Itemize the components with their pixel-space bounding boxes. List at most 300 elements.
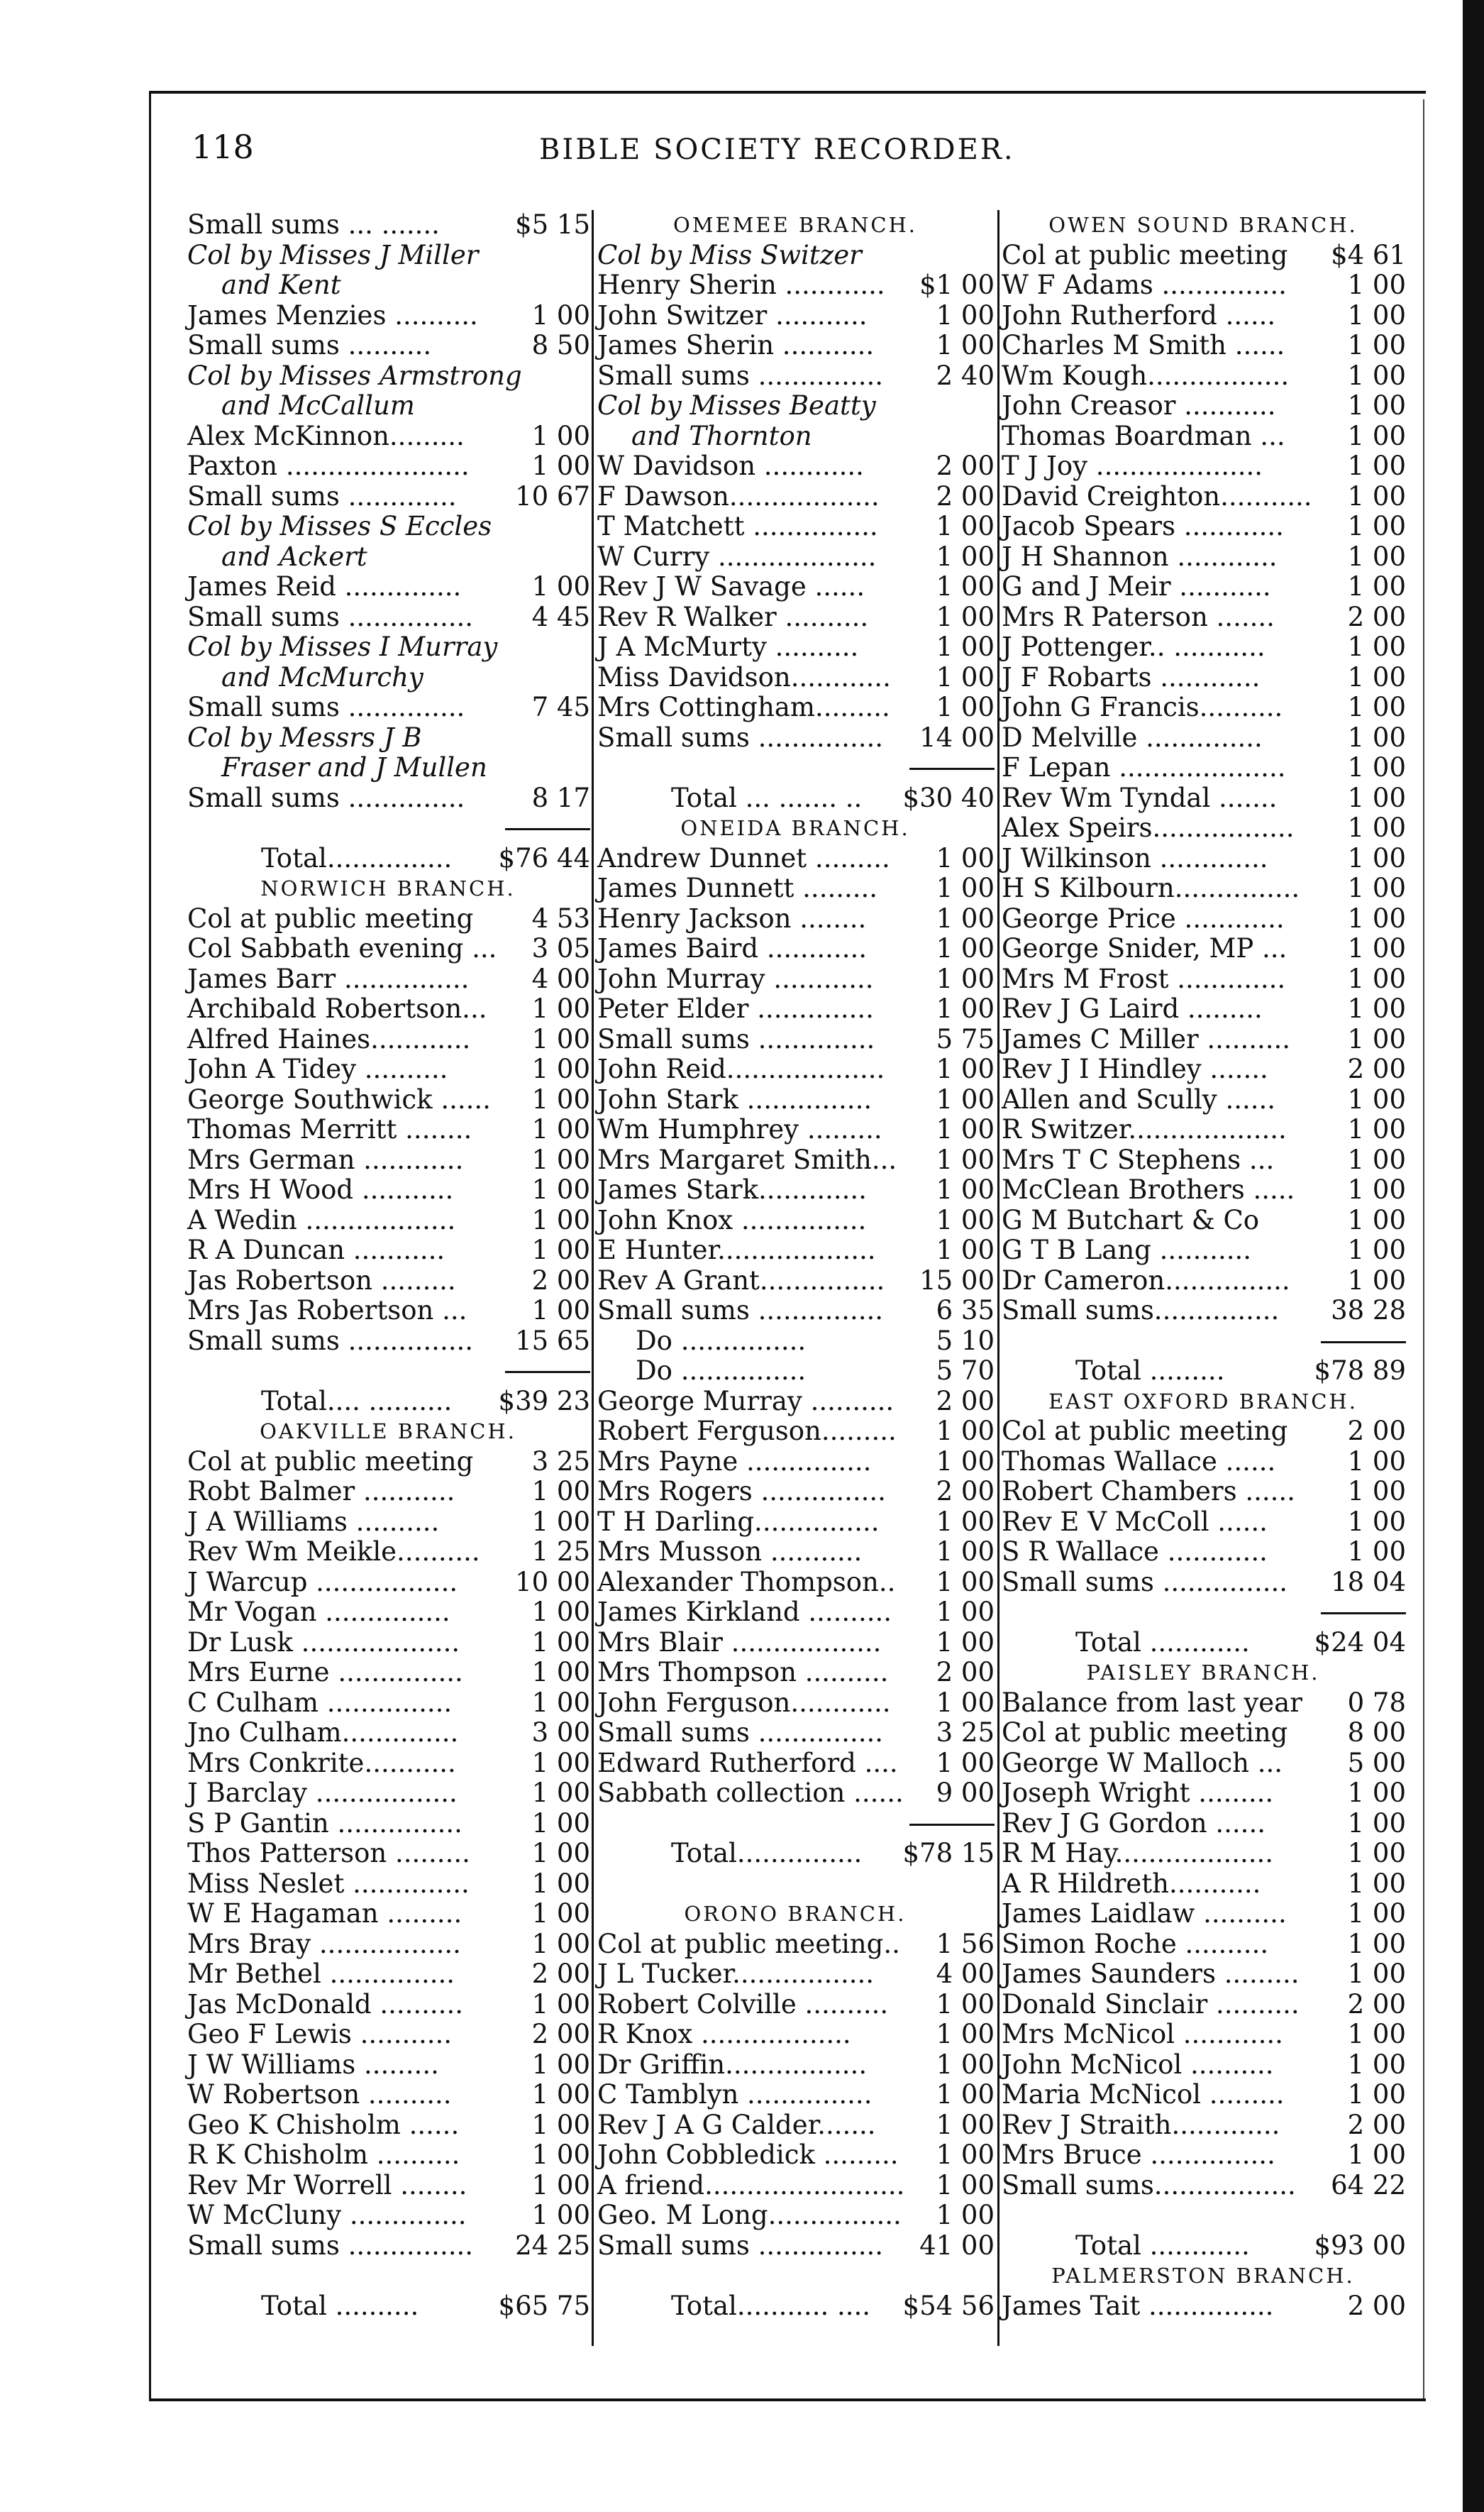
contribution-row: [593, 964, 997, 995]
contribution-row: [183, 1658, 593, 1688]
contribution-amount: 1 00: [1347, 1084, 1406, 1115]
contribution-amount: 2 00: [1347, 1416, 1406, 1446]
contribution-amount: 1 00: [936, 934, 995, 964]
contribution-row: [997, 1235, 1409, 1266]
contribution-row: [593, 1416, 997, 1447]
contribution-amount: 1 00: [936, 1627, 995, 1658]
contribution-amount: 1 00: [1347, 1868, 1406, 1899]
contribution-row: [183, 1718, 593, 1748]
contribution-amount: $5 15: [515, 210, 590, 240]
contribution-amount: 1 00: [531, 1115, 590, 1145]
contribution-row: [593, 482, 997, 512]
contributor-name: Rev J Straith.............: [1002, 2110, 1280, 2140]
contribution-amount: 1 00: [1347, 1205, 1406, 1235]
contribution-row: [183, 1266, 593, 1296]
contributor-name: James Laidlaw ..........: [1002, 1899, 1287, 1929]
contributor-name: W McCluny ..............: [187, 2200, 467, 2230]
running-title: BIBLE SOCIETY RECORDER.: [539, 133, 1015, 166]
contributor-name: Wm Humphrey .........: [597, 1115, 882, 1145]
contribution-row: [997, 1959, 1409, 1990]
contribution-amount: 2 00: [1347, 2110, 1406, 2140]
contributor-name: John Murray ............: [597, 964, 874, 994]
contributor-name: Small sums.................: [1002, 2170, 1296, 2200]
branch-heading: OAKVILLE BRANCH.: [260, 1419, 516, 1443]
contribution-row: [997, 572, 1409, 602]
contributor-name: Geo. M Long................: [597, 2200, 902, 2230]
contribution-amount: 1 25: [531, 1537, 590, 1567]
contribution-row: [183, 1778, 593, 1809]
contribution-row: [183, 1115, 593, 1145]
collector-text: Col by Misses Beatty: [597, 391, 876, 421]
contribution-amount: 1 00: [936, 1446, 995, 1477]
sum-rule-line: [1321, 1612, 1406, 1614]
contribution-amount: 2 00: [936, 1658, 995, 1687]
total-label: Total ... ....... ..: [671, 783, 863, 813]
contributor-name: W Curry ...................: [597, 541, 877, 572]
contribution-row: [183, 602, 593, 633]
contribution-row: [997, 1025, 1409, 1055]
contribution-amount: 15 00: [919, 1265, 995, 1296]
contributor-name: Small sums .............: [187, 481, 457, 512]
contribution-row: [183, 1326, 593, 1357]
total-row: [183, 844, 593, 874]
contribution-amount: 1 00: [936, 331, 995, 360]
contribution-amount: 2 00: [1347, 1054, 1406, 1084]
collector-note: [183, 391, 593, 422]
contributor-name: Andrew Dunnet .........: [597, 843, 890, 874]
contribution-row: [183, 1085, 593, 1115]
contribution-row: [183, 1025, 593, 1055]
column-1: [183, 210, 593, 2321]
contribution-amount: 1 00: [1347, 1808, 1406, 1839]
contributor-name: Small sums...............: [1002, 1296, 1280, 1326]
contribution-amount: 1 00: [1347, 964, 1406, 994]
bottom-rule: [149, 2398, 1426, 2401]
collector-note: [183, 241, 593, 271]
contribution-amount: 2 00: [531, 1959, 590, 1989]
contribution-amount: 14 00: [919, 722, 995, 753]
contributor-name: Rev J I Hindley .......: [1002, 1054, 1268, 1084]
contribution-amount: 1 00: [531, 2140, 590, 2170]
contribution-row: [183, 1054, 593, 1085]
contribution-row: [997, 1085, 1409, 1115]
contribution-row: [183, 2080, 593, 2110]
contribution-amount: 1 00: [1347, 270, 1406, 300]
contributor-name: George Price ............: [1002, 903, 1285, 934]
contribution-row: [593, 1929, 997, 1960]
contribution-amount: 1 00: [531, 2110, 590, 2140]
branch-heading: EAST OXFORD BRANCH.: [1048, 1389, 1358, 1414]
contribution-row: [593, 572, 997, 602]
contribution-amount: 1 00: [1347, 662, 1406, 693]
contribution-amount: 3 25: [531, 1446, 590, 1477]
contributor-name: James Tait ...............: [1002, 2291, 1274, 2321]
contribution-row: [183, 1929, 593, 1960]
contribution-amount: 1 00: [1347, 1175, 1406, 1205]
contribution-row: [593, 693, 997, 723]
contributor-name: Simon Roche ..........: [1002, 1929, 1269, 1959]
contributor-name: Wm Kough.................: [1002, 360, 1290, 391]
contribution-amount: 1 00: [1347, 360, 1406, 391]
contribution-row: [593, 2110, 997, 2141]
contributor-name: S P Gantin ...............: [187, 1808, 463, 1839]
contribution-row: [183, 2110, 593, 2141]
total-row: [593, 2291, 997, 2322]
contribution-amount: 1 56: [936, 1929, 995, 1959]
contribution-amount: 1 00: [1347, 934, 1406, 964]
contributor-name: W Robertson ..........: [187, 2080, 452, 2110]
contribution-row: [997, 1477, 1409, 1507]
contribution-row: [593, 1115, 997, 1145]
branch-heading: NORWICH BRANCH.: [260, 876, 516, 900]
contribution-amount: 5 10: [936, 1326, 995, 1356]
branch-heading: ONEIDA BRANCH.: [680, 816, 910, 840]
contributor-name: George Murray ..........: [597, 1386, 895, 1416]
contribution-amount: 1 00: [1347, 693, 1406, 722]
contribution-row: [593, 1145, 997, 1176]
contributor-name: James Saunders .........: [1002, 1959, 1300, 1989]
contributor-name: J F Robarts ............: [1002, 662, 1261, 693]
contribution-row: [183, 1296, 593, 1326]
contribution-row: [183, 2200, 593, 2231]
contributor-name: Rev Mr Worrell ........: [187, 2170, 467, 2200]
contributor-name: E Hunter...................: [597, 1235, 876, 1265]
contributor-name: Small sums ...............: [597, 2230, 883, 2261]
contribution-row: [593, 1356, 997, 1387]
contributor-name: A friend........................: [597, 2170, 905, 2200]
contribution-amount: 1 00: [531, 1989, 590, 2020]
contribution-amount: 1 00: [936, 1054, 995, 1084]
contributor-name: Small sums ..............: [187, 783, 465, 813]
contributor-name: Mrs Bray .................: [187, 1929, 461, 1959]
contributor-name: Rev J A G Calder.......: [597, 2110, 876, 2140]
sum-rule-line: [505, 828, 590, 830]
total-label: Total ............: [1075, 1627, 1250, 1658]
contribution-amount: 1 00: [531, 1477, 590, 1506]
contribution-amount: 10 67: [515, 481, 590, 512]
contributor-name: Mrs Jas Robertson ...: [187, 1296, 467, 1326]
collector-note: [183, 542, 593, 573]
contribution-row: [593, 331, 997, 361]
contribution-row: [183, 1477, 593, 1507]
contribution-amount: 2 00: [936, 1477, 995, 1506]
contribution-amount: 1 00: [936, 1145, 995, 1175]
contributor-name: C Culham ...............: [187, 1687, 453, 1718]
contribution-row: [183, 1959, 593, 1990]
contributor-name: James Barr ...............: [187, 964, 470, 994]
contribution-amount: 1 00: [531, 1868, 590, 1899]
contribution-row: [593, 2171, 997, 2201]
contribution-amount: 1 00: [936, 2020, 995, 2049]
sum-rule: [183, 813, 593, 844]
contributor-name: Jas McDonald ..........: [187, 1989, 463, 2020]
contributor-name: Col at public meeting..: [597, 1929, 900, 1959]
contribution-row: [183, 2050, 593, 2081]
contributor-name: John A Tidey ..........: [187, 1054, 448, 1084]
contribution-row: [593, 1326, 997, 1357]
contributor-name: Jas Robertson .........: [187, 1265, 456, 1296]
sum-rule: [593, 1809, 997, 1839]
contribution-row: [593, 994, 997, 1025]
contribution-amount: 4 45: [531, 602, 590, 632]
contribution-row: [593, 1597, 997, 1628]
contributor-name: Mr Bethel ...............: [187, 1959, 455, 1989]
contribution-amount: 1 00: [1347, 2080, 1406, 2110]
contribution-amount: 1 00: [531, 1296, 590, 1326]
contribution-amount: 1 00: [1347, 1446, 1406, 1477]
contribution-amount: 1 00: [531, 1175, 590, 1205]
contribution-row: [997, 964, 1409, 995]
contributor-name: Col Sabbath evening ...: [187, 934, 497, 964]
contribution-row: [593, 2050, 997, 2081]
contributor-name: Mrs Rogers ...............: [597, 1477, 886, 1506]
contribution-amount: 5 70: [936, 1356, 995, 1386]
contribution-amount: 1 00: [531, 451, 590, 481]
contribution-row: [593, 1959, 997, 1990]
contribution-amount: 1 00: [531, 1024, 590, 1054]
contributor-name: Rev J G Gordon ......: [1002, 1808, 1266, 1839]
contribution-amount: 1 00: [936, 572, 995, 602]
contribution-amount: 1 00: [531, 1778, 590, 1808]
contribution-amount: 1 00: [936, 903, 995, 934]
contributor-name: Col at public meeting: [187, 903, 474, 934]
contribution-row: [997, 1778, 1409, 1809]
scan-edge: [1463, 0, 1484, 2512]
contribution-amount: 1 00: [1347, 843, 1406, 874]
contribution-row: [593, 1688, 997, 1719]
contribution-row: [997, 1839, 1409, 1869]
collector-note: [593, 422, 997, 452]
contribution-amount: 1 00: [936, 1748, 995, 1778]
collector-text: Col by Misses I Murray: [187, 632, 498, 662]
contributor-name: A Wedin ..................: [187, 1205, 456, 1235]
contributor-name: George Southwick ......: [187, 1084, 491, 1115]
contributor-name: John Switzer ...........: [597, 300, 868, 331]
contributor-name: George Snider, MP ...: [1002, 934, 1288, 964]
contributor-name: Mrs T C Stephens ...: [1002, 1145, 1275, 1175]
total-label: Total.... ..........: [261, 1386, 453, 1416]
contribution-amount: 1 00: [531, 1839, 590, 1868]
total-label: Total ............: [1075, 2230, 1250, 2261]
contribution-amount: 1 00: [1347, 331, 1406, 360]
contributor-name: James Baird ............: [597, 934, 867, 964]
contribution-row: [997, 783, 1409, 814]
contribution-row: [183, 2020, 593, 2050]
contribution-row: [183, 451, 593, 482]
contribution-row: [593, 1085, 997, 1115]
collector-note: [593, 241, 997, 271]
contribution-amount: 1 00: [1347, 632, 1406, 662]
contribution-amount: 1 00: [1347, 1235, 1406, 1265]
contributor-name: James Reid ..............: [187, 572, 462, 602]
collector-note: [593, 391, 997, 422]
contributor-name: Allen and Scully ......: [1002, 1084, 1276, 1115]
contributor-name: Archibald Robertson...: [187, 994, 487, 1024]
contribution-row: [997, 301, 1409, 331]
contributor-name: W Davidson ............: [597, 451, 864, 481]
branch-heading: PALMERSTON BRANCH.: [1051, 2264, 1355, 2288]
contribution-row: [997, 1145, 1409, 1176]
sum-rule-line: [909, 768, 995, 770]
contribution-row: [593, 1778, 997, 1809]
contribution-row: [593, 2140, 997, 2171]
contributor-name: Col at public meeting: [1002, 1416, 1288, 1446]
contributor-name: John Creasor ...........: [1002, 391, 1276, 421]
contribution-amount: 1 00: [936, 1597, 995, 1627]
contributor-name: James C Miller ..........: [1002, 1024, 1291, 1054]
total-amount: $78 89: [1314, 1356, 1406, 1386]
sum-rule: [997, 1326, 1409, 1357]
sum-rule-line: [1321, 1341, 1406, 1343]
contributor-name: Mrs German ............: [187, 1145, 464, 1175]
contribution-amount: 1 00: [1347, 783, 1406, 813]
contributor-name: Alexander Thompson..: [597, 1567, 896, 1597]
contributor-name: John Cobbledick .........: [597, 2140, 899, 2170]
contribution-row: [183, 994, 593, 1025]
contribution-row: [593, 1054, 997, 1085]
contribution-row: [997, 391, 1409, 422]
contribution-row: [593, 1748, 997, 1779]
contribution-amount: 1 00: [531, 2080, 590, 2110]
contribution-amount: 41 00: [919, 2230, 995, 2261]
contribution-amount: 1 00: [531, 1658, 590, 1687]
total-amount: $30 40: [902, 783, 995, 813]
contributor-name: George W Malloch ...: [1002, 1748, 1283, 1778]
total-row: [593, 1839, 997, 1869]
contribution-amount: 1 00: [1347, 1024, 1406, 1054]
contributor-name: Mr Vogan ...............: [187, 1597, 450, 1627]
total-label: Total ..........: [261, 2291, 419, 2321]
contribution-row: [997, 813, 1409, 844]
contributor-name: R Knox ..................: [597, 2020, 851, 2049]
contribution-row: [593, 1990, 997, 2020]
contribution-amount: 1 00: [936, 1205, 995, 1235]
contributor-name: C Tamblyn ...............: [597, 2080, 873, 2110]
contributor-name: Alex McKinnon.........: [187, 421, 465, 451]
contributor-name: Mrs Cottingham.........: [597, 693, 890, 722]
contribution-row: [183, 2171, 593, 2201]
contributor-name: W F Adams ...............: [1002, 270, 1287, 300]
contribution-amount: 2 00: [936, 451, 995, 481]
blank-line: [183, 2261, 593, 2291]
branch-heading: ORONO BRANCH.: [684, 1902, 907, 1926]
contribution-row: [593, 723, 997, 754]
contribution-amount: 1 00: [1347, 1145, 1406, 1175]
contribution-row: [593, 2200, 997, 2231]
contributor-name: J Pottenger.. ...........: [1002, 632, 1266, 662]
contributor-name: Small sums ...............: [597, 1296, 883, 1326]
contributor-name: Mrs Musson ...........: [597, 1537, 863, 1567]
blank-line: [593, 1869, 997, 1900]
contribution-row: [997, 1447, 1409, 1477]
contribution-row: [183, 1206, 593, 1236]
contribution-amount: 1 00: [936, 2049, 995, 2080]
contribution-row: [997, 331, 1409, 361]
total-row: [593, 783, 997, 814]
contribution-amount: 9 00: [936, 1778, 995, 1808]
contribution-row: [997, 1507, 1409, 1538]
contributor-name: Alex Speirs.................: [1002, 813, 1295, 843]
contributor-name: Mrs Bruce ...............: [1002, 2140, 1275, 2170]
contributor-name: Henry Sherin ............: [597, 270, 885, 300]
contribution-row: [997, 270, 1409, 301]
contributor-name: John G Francis..........: [1002, 693, 1283, 722]
contribution-row: [997, 2291, 1409, 2322]
contribution-row: [593, 1447, 997, 1477]
contribution-row: [997, 2020, 1409, 2050]
contributor-name: Sabbath collection ......: [597, 1778, 904, 1808]
contribution-row: [183, 331, 593, 361]
contribution-row: [997, 2080, 1409, 2110]
contribution-amount: 1 00: [1347, 2140, 1406, 2170]
contributor-name: A R Hildreth...........: [1002, 1868, 1261, 1899]
contribution-amount: 1 00: [531, 1627, 590, 1658]
contribution-row: [997, 1568, 1409, 1598]
contribution-amount: 1 00: [1347, 1778, 1406, 1808]
contributor-name: Small sums ...............: [187, 602, 473, 632]
contribution-row: [183, 422, 593, 452]
contributor-name: Mrs Payne ...............: [597, 1446, 872, 1477]
contributor-name: Edward Rutherford ....: [597, 1748, 898, 1778]
contribution-row: [593, 1477, 997, 1507]
contributor-name: James Stark.............: [597, 1175, 867, 1205]
contribution-amount: 1 00: [936, 2170, 995, 2200]
contribution-amount: 1 00: [531, 1205, 590, 1235]
contribution-amount: 1 00: [531, 1748, 590, 1778]
contribution-amount: 1 00: [936, 964, 995, 994]
contribution-amount: 1 00: [531, 1808, 590, 1839]
contributor-name: Small sums ...............: [187, 2230, 473, 2261]
contribution-amount: 1 00: [531, 2200, 590, 2230]
contribution-row: [997, 1115, 1409, 1145]
contributor-name: Paxton ......................: [187, 451, 470, 481]
contribution-row: [997, 1929, 1409, 1960]
contribution-amount: 1 00: [936, 1115, 995, 1145]
contributor-name: F Lepan ....................: [1002, 753, 1286, 783]
contributor-name: Small sums ..............: [597, 1024, 875, 1054]
contributor-name: John Knox ...............: [597, 1205, 867, 1235]
contribution-row: [183, 2140, 593, 2171]
contributor-name: Charles M Smith ......: [1002, 331, 1285, 360]
total-row: [183, 2291, 593, 2322]
contribution-amount: 1 00: [936, 1235, 995, 1265]
contribution-row: [183, 2231, 593, 2262]
contributor-name: David Creighton...........: [1002, 481, 1312, 512]
contribution-row: [997, 1809, 1409, 1839]
contribution-amount: 1 00: [531, 572, 590, 602]
contribution-row: [997, 542, 1409, 573]
contribution-row: [183, 1628, 593, 1658]
contributor-name: D Melville ..............: [1002, 722, 1263, 753]
contribution-amount: 0 78: [1347, 1687, 1406, 1718]
contribution-row: [183, 1235, 593, 1266]
contribution-row: [997, 2171, 1409, 2201]
collector-text: and Thornton: [631, 421, 812, 451]
contributor-name: T Matchett ...............: [597, 512, 878, 541]
contribution-amount: 2 00: [1347, 2291, 1406, 2321]
contribution-amount: 2 00: [936, 481, 995, 512]
contribution-row: [593, 1628, 997, 1658]
collector-text: and Kent: [221, 270, 341, 300]
contribution-row: [183, 1537, 593, 1568]
contributor-name: Mrs M Frost .............: [1002, 964, 1286, 994]
collector-note: [183, 270, 593, 301]
contribution-amount: 1 00: [1347, 1537, 1406, 1567]
contribution-row: [183, 1688, 593, 1719]
contribution-row: [593, 301, 997, 331]
contributor-name: Col at public meeting: [1002, 1718, 1288, 1748]
contribution-row: [183, 1809, 593, 1839]
